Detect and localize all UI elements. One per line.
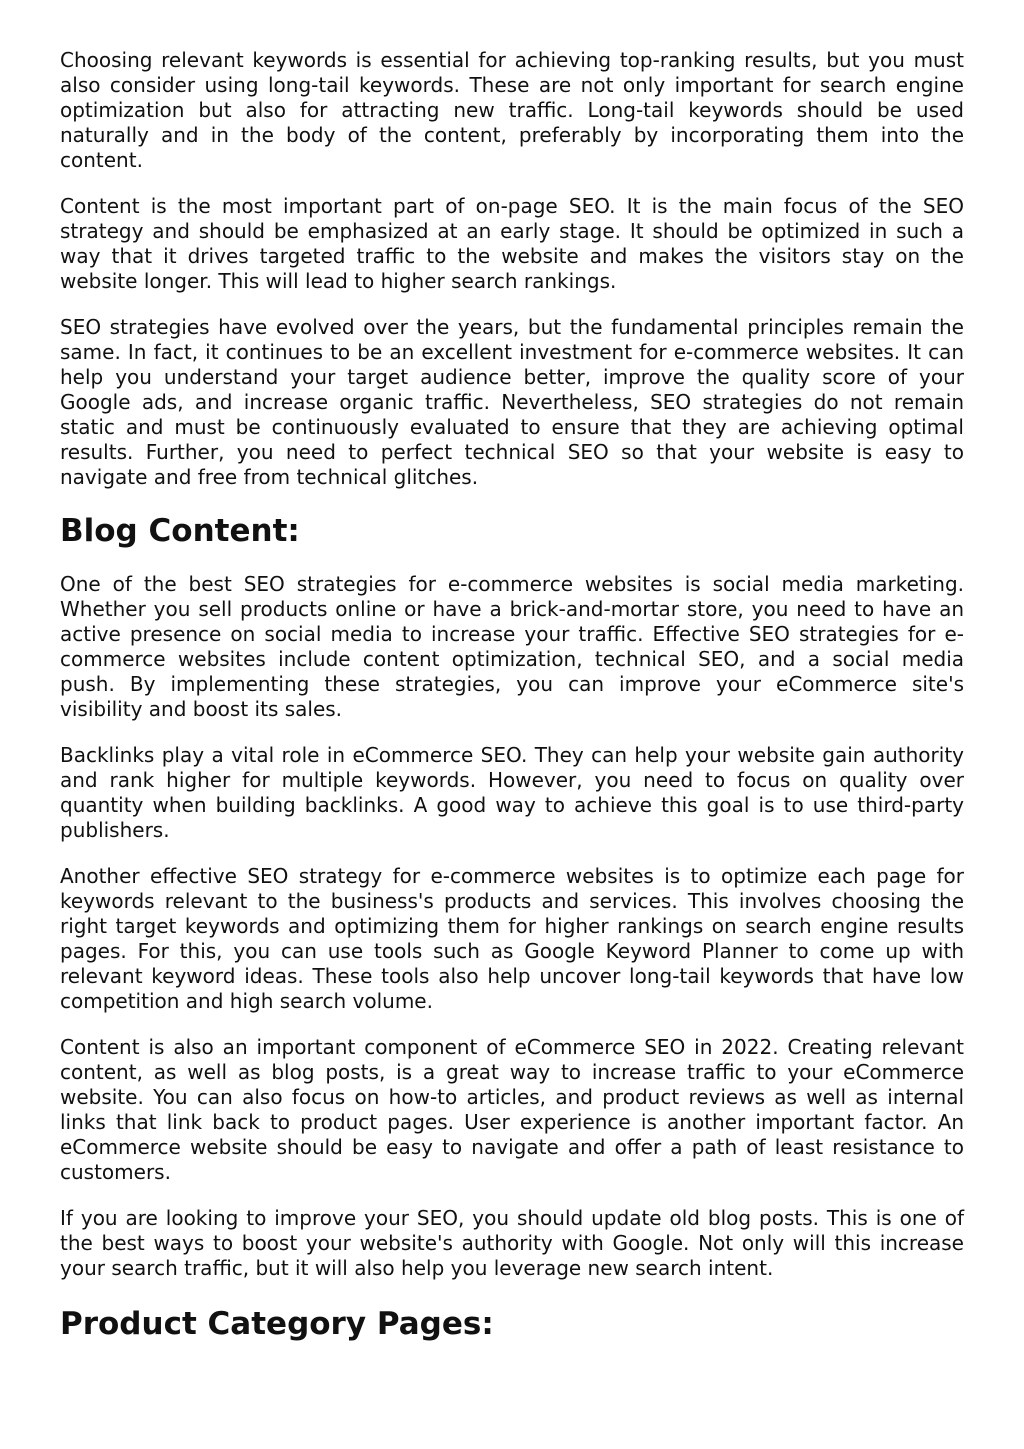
product-category-pages-heading: Product Category Pages: — [60, 1306, 494, 1342]
blog-paragraph-3: Another effective SEO strategy for e-commerce websites is to optimize each page for keywords relevant to the business's products and services. This involves choosing the right target keywords and optimizing them for higher rankings on search engine results pages. For this, you can use tools such as Google Keyword Planner to come up with relevant keyword ideas. These tools also help uncover long-tail keywords that have low competition and high search volume. — [60, 864, 964, 1013]
intro-paragraph-3: SEO strategies have evolved over the years, but the fundamental principles remain the same. In fact, it continues to be an excellent investment for e-commerce websites. It can help you understand your target audience better, improve the quality score of your Google ads, and increase organic traffic. Nevertheless, SEO strategies do not remain static and must be continuously evaluated to ensure that they are achieving optimal results. Further, you need to perfect technical SEO so that your website is easy to navigate and free from technical glitches. — [60, 315, 964, 489]
blog-content-heading: Blog Content: — [60, 513, 300, 549]
blog-paragraph-2: Backlinks play a vital role in eCommerce SEO. They can help your website gain authority and rank higher for multiple keywords. However, you need to focus on quality over quantity when building backlinks. A good way to achieve this goal is to use third-party publishers. — [60, 743, 964, 842]
intro-paragraph-2: Content is the most important part of on-page SEO. It is the main focus of the SEO strategy and should be emphasized at an early stage. It should be optimized in such a way that it drives targeted traffic to the website and makes the visitors stay on the website longer. This will lead to higher search rankings. — [60, 194, 964, 293]
blog-paragraph-1: One of the best SEO strategies for e-commerce websites is social media marketing. Whether you sell products online or have a brick-and-mortar store, you need to have an active presence on social media to increase your traffic. Effective SEO strategies for e-commerce websites include content optimization, technical SEO, and a social media push. By implementing these strategies, you can improve your eCommerce site's visibility and boost its sales. — [60, 572, 964, 721]
intro-paragraph-1: Choosing relevant keywords is essential for achieving top-ranking results, but you must also consider using long-tail keywords. These are not only important for search engine optimization but also for attracting new traffic. Long-tail keywords should be used naturally and in the body of the content, preferably by incorporating them into the content. — [60, 48, 964, 172]
blog-paragraph-5: If you are looking to improve your SEO, you should update old blog posts. This is one of the best ways to boost your website's authority with Google. Not only will this increase your search traffic, but it will also help you leverage new search intent. — [60, 1206, 964, 1280]
blog-paragraph-4: Content is also an important component of eCommerce SEO in 2022. Creating relevant content, as well as blog posts, is a great way to increase traffic to your eCommerce website. You can also focus on how-to articles, and product reviews as well as internal links that link back to product pages. User experience is another important factor. An eCommerce website should be easy to navigate and offer a path of least resistance to customers. — [60, 1035, 964, 1184]
